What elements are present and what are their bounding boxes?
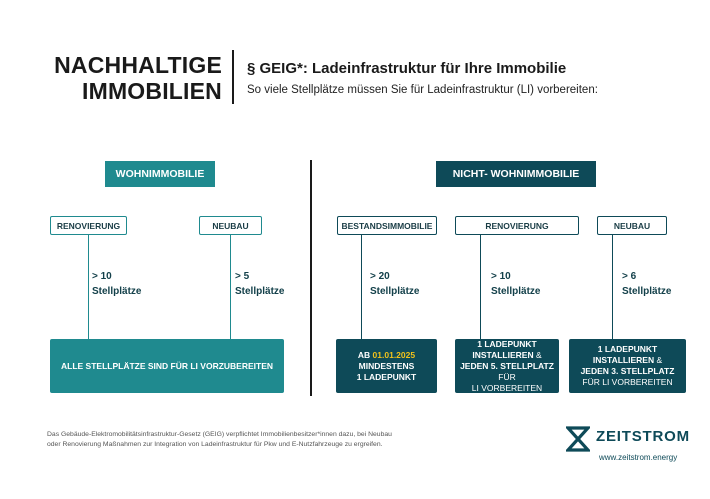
line4: LI VORBEREITEN bbox=[471, 382, 543, 393]
result-prefix: AB bbox=[357, 349, 371, 360]
main-title-line1: NACHHALTIGE bbox=[54, 52, 222, 78]
website-link[interactable]: www.zeitstrom.energy bbox=[599, 453, 678, 462]
line2a: INSTALLIEREN bbox=[472, 349, 534, 360]
line1: 1 LADEPUNKT bbox=[597, 344, 658, 354]
line3: JEDEN 3. STELLPLATZ bbox=[580, 366, 675, 376]
footer-note bbox=[47, 430, 427, 449]
brand-name: ZEITSTROM bbox=[596, 428, 690, 445]
count-unit: Stellplätze bbox=[370, 286, 420, 297]
line2 bbox=[593, 355, 662, 366]
line2a: INSTALLIEREN bbox=[592, 355, 655, 365]
count-value: > 10 bbox=[92, 271, 112, 282]
result-date: 01.01.2025 bbox=[372, 349, 416, 360]
existing-result-line1 bbox=[358, 350, 415, 361]
nonres-renovation-box: RENOVIERUNG bbox=[455, 216, 579, 235]
nonresidential-heading: NICHT- WOHNIMMOBILIE bbox=[436, 161, 596, 187]
center-divider bbox=[310, 160, 312, 396]
line3a: JEDEN 5. STELLPLATZ bbox=[460, 360, 554, 371]
line4b: LI VORBEREITEN bbox=[602, 377, 673, 387]
line3 bbox=[455, 361, 559, 383]
line4a: FÜR bbox=[582, 377, 600, 387]
line3b: FÜR bbox=[498, 371, 516, 382]
count-value: > 10 bbox=[491, 271, 511, 282]
nonres-renovation-count bbox=[491, 269, 540, 299]
nonres-newbuild-result bbox=[569, 339, 686, 393]
existing-result bbox=[336, 339, 437, 393]
residential-heading: WOHNIMMOBILIE bbox=[105, 161, 215, 187]
title-divider bbox=[232, 50, 234, 104]
count-unit: Stellplätze bbox=[235, 286, 285, 297]
count-unit: Stellplätze bbox=[622, 286, 672, 297]
existing-connector bbox=[361, 235, 362, 339]
residential-renovation-connector bbox=[88, 235, 89, 339]
nonres-renovation-result bbox=[455, 339, 559, 393]
main-title bbox=[40, 52, 222, 104]
residential-renovation-count bbox=[92, 269, 141, 299]
count-value: > 20 bbox=[370, 271, 390, 282]
residential-result-text: ALLE STELLPLÄTZE SIND FÜR LI VORZUBEREITEN bbox=[60, 360, 274, 371]
nonres-renovation-connector bbox=[480, 235, 481, 339]
existing-count bbox=[370, 269, 419, 299]
count-value: > 5 bbox=[235, 271, 250, 282]
count-unit: Stellplätze bbox=[491, 286, 541, 297]
line4 bbox=[582, 377, 672, 388]
nonres-newbuild-count bbox=[622, 269, 671, 299]
count-unit: Stellplätze bbox=[92, 286, 142, 297]
zeitstrom-logo-icon bbox=[566, 426, 590, 452]
residential-newbuild-connector bbox=[230, 235, 231, 339]
description: So viele Stellplätze müssen Sie für Ladeinfrastruktur (LI) vorbereiten: bbox=[247, 84, 598, 96]
footer-note-line2: oder Renovierung Maßnahmen zur Integration von Ladeinfrastruktur für Pkw und E-Nutzfahrzeuge zu ergreifen. bbox=[47, 440, 383, 448]
footer-note-line1: Das Gebäude-Elektromobilitätsinfrastruktur-Gesetz (GEIG) verpflichtet Immobilienbesitzer*innen dazu, bei Neubau bbox=[47, 431, 392, 438]
nonres-newbuild-box: NEUBAU bbox=[597, 216, 667, 235]
residential-newbuild-count bbox=[235, 269, 284, 299]
line1: 1 LADEPUNKT bbox=[477, 338, 537, 349]
nonres-newbuild-connector bbox=[612, 235, 613, 339]
subtitle: § GEIG*: Ladeinfrastruktur für Ihre Immobilie bbox=[247, 60, 567, 77]
count-value: > 6 bbox=[622, 271, 637, 282]
line2b: & bbox=[535, 349, 542, 360]
existing-result-line3: 1 LADEPUNKT bbox=[356, 371, 417, 382]
line2b: & bbox=[656, 355, 663, 365]
existing-result-line2: MINDESTENS bbox=[358, 360, 415, 371]
residential-result bbox=[50, 339, 284, 393]
main-title-line2: IMMOBILIEN bbox=[82, 78, 222, 104]
residential-newbuild-box: NEUBAU bbox=[199, 216, 262, 235]
existing-building-box: BESTANDSIMMOBILIE bbox=[337, 216, 437, 235]
line2 bbox=[472, 350, 541, 361]
residential-renovation-box: RENOVIERUNG bbox=[50, 216, 127, 235]
